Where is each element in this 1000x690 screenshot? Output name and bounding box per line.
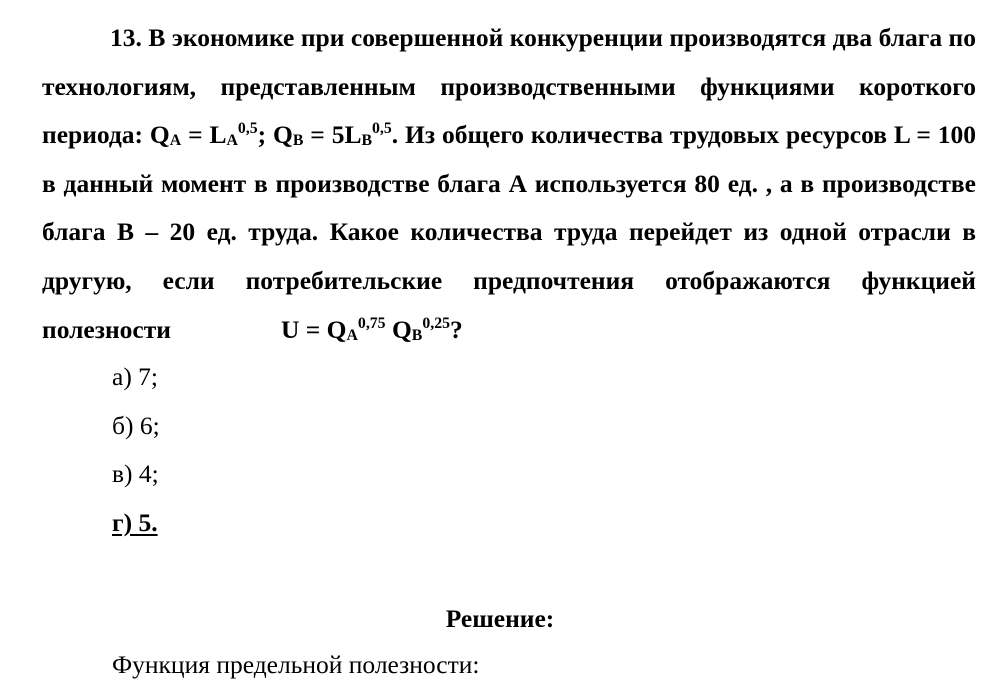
lb-subscript: B — [361, 132, 373, 150]
lb-exponent: 0,5 — [372, 120, 392, 138]
answer-option-c: в) 4; — [112, 459, 159, 489]
problem-body: . Из общего количества трудовых ресурсов L = 100 в данный момент в производстве блага А используется 80 ед. , а в производстве блага В – 20 ед. труда. Какое количества труда перейдет из одной отрасли в другую, если потребительские предпочтения отображаются функцией полезности — [42, 120, 976, 344]
qa-subscript: A — [169, 132, 182, 150]
utility-end: ? — [450, 314, 463, 344]
utility-qa-exponent: 0,75 — [357, 314, 386, 332]
qb-symbol: Q — [273, 120, 293, 150]
utility-prefix: U = Q — [280, 314, 347, 344]
answer-option-a: а) 7; — [112, 362, 159, 391]
answer-option-b: б) 6; — [112, 410, 160, 440]
utility-qb-subscript: B — [411, 326, 423, 344]
utility-mid: Q — [385, 314, 412, 344]
eq-la: = L — [181, 120, 227, 150]
answer-option-d-correct: г) 5. — [112, 507, 158, 537]
separator: ; — [257, 120, 274, 150]
eq-lb: = 5L — [303, 120, 362, 150]
la-subscript: A — [226, 132, 238, 150]
solution-first-line: Функция предельной полезности: — [112, 650, 480, 679]
answer-options — [112, 353, 160, 547]
qa-symbol: Q — [149, 120, 170, 150]
la-exponent: 0,5 — [237, 120, 258, 138]
problem-intro: 13. В экономике при совершенной конкуренции производятся два блага по технологиям, представленным производственными функциями короткого периода: — [42, 23, 976, 150]
solution-heading: Решение: — [445, 604, 555, 633]
utility-qa-subscript: A — [346, 326, 358, 344]
problem-statement — [42, 14, 976, 354]
qb-subscript: B — [292, 132, 304, 150]
utility-qb-exponent: 0,25 — [422, 314, 450, 332]
